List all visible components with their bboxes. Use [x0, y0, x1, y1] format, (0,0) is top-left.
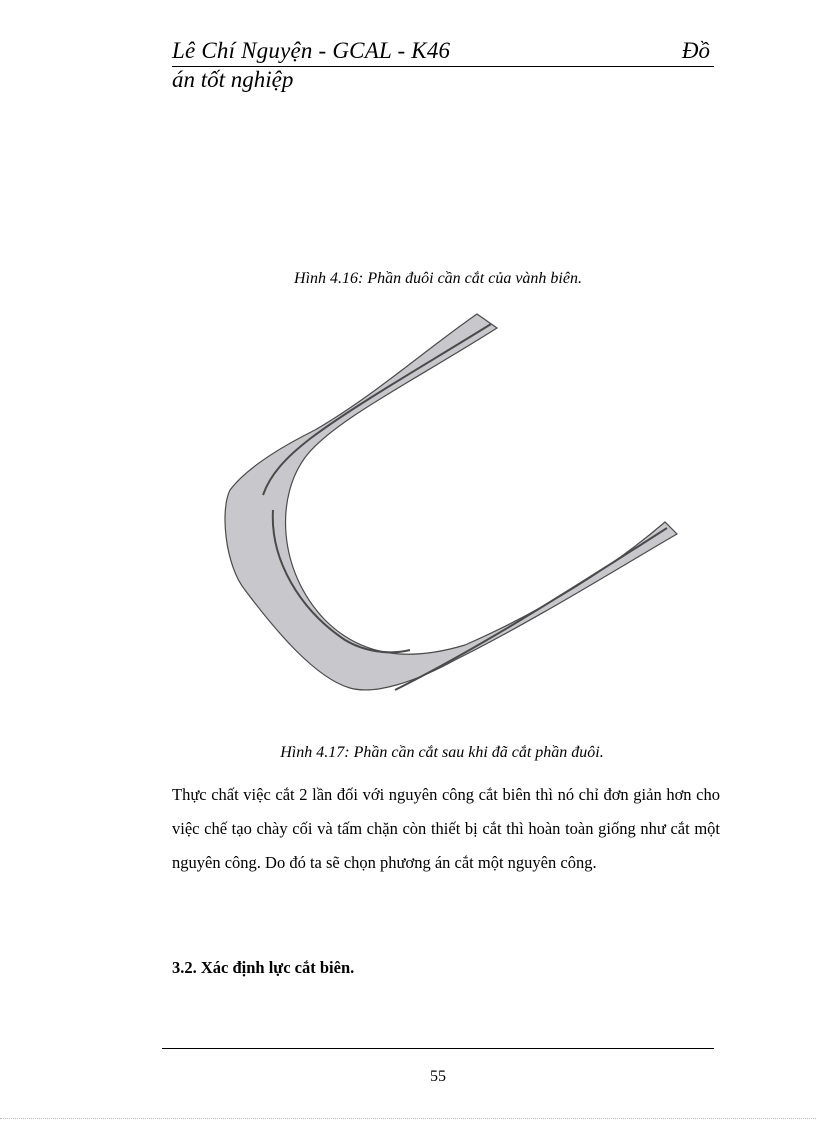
cut-part-figure: [215, 310, 685, 700]
header-rule-line: [172, 36, 714, 67]
section-heading: 3.2. Xác định lực cắt biên.: [172, 958, 355, 977]
page-header: [172, 36, 714, 93]
flange-outline: [225, 314, 677, 690]
page-bottom-border: [0, 1118, 816, 1119]
footer-rule: [162, 1048, 714, 1049]
header-doc-type-cont: án tốt nghiệp: [172, 67, 294, 92]
page-number: 55: [430, 1068, 446, 1085]
header-doc-type: Đồ: [681, 38, 710, 63]
header-author: Lê Chí Nguyện - GCAL - K46: [172, 38, 451, 63]
body-paragraph: Thực chất việc cắt 2 lần đối với nguyên công cắt biên thì nó chỉ đơn giản hơn cho việc chế tạo chày cối và tấm chặn còn thiết bị cắt thì hoàn toàn giống như cắt một nguyên công. Do đó ta sẽ chọn phương án cắt một nguyên công.: [172, 785, 720, 872]
figure-4-16-caption: Hình 4.16: Phần đuôi cần cắt của vành biên.: [294, 270, 582, 287]
figure-4-17-caption: Hình 4.17: Phần cần cắt sau khi đã cắt phần đuôi.: [280, 744, 604, 761]
